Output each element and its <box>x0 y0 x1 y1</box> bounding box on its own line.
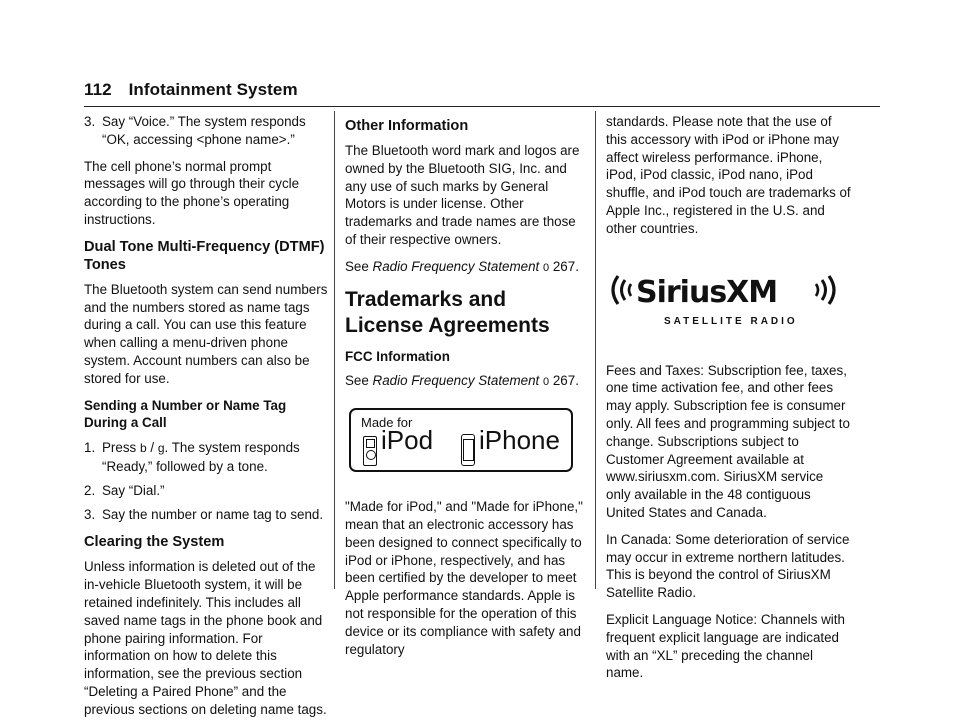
paragraph: The Bluetooth word mark and logos are owned by the Bluetooth SIG, Inc. and any use of such marks by General Motors is under license. Other trademarks and trade names are those of their respective owners. <box>345 143 580 247</box>
subheading-fcc: FCC Information <box>345 348 450 364</box>
paragraph: Unless information is deleted out of the in-vehicle Bluetooth system, it will be retained indefinitely. This includes all saved name tags in the phone book and phone pairing information. For information on how to delete this information, see the previous section “Deleting a Paired Phone” and the previous sections on deleting name tags. <box>84 559 327 717</box>
section-title: Infotainment System <box>128 80 298 99</box>
ipod-icon <box>363 436 377 466</box>
page-header <box>84 80 298 100</box>
subheading-send: Sending a Number or Name Tag During a Call <box>84 397 287 431</box>
page-ref-icon: 0 <box>543 376 550 389</box>
list-item: 3. Say “Voice.” The system responds “OK, accessing <phone name>.” <box>84 114 306 147</box>
page-number: 112 <box>84 80 112 99</box>
column-2 <box>345 113 590 667</box>
column-1 <box>84 113 328 728</box>
iphone-icon <box>461 434 475 466</box>
list-item: 3. Say the number or name tag to send. <box>84 506 324 522</box>
made-for-ipod-iphone-logo: Made for iPod iPhone <box>349 408 573 472</box>
list-item: 2. Say “Dial.” <box>84 482 165 498</box>
reference-link[interactable]: Radio Frequency Statement <box>372 258 540 274</box>
step-list <box>84 113 328 149</box>
heading-trademarks: Trademarks and License Agreements <box>345 287 550 337</box>
voice-recognition-icon: g <box>157 441 165 456</box>
header-rule <box>84 106 880 107</box>
step-list <box>84 439 328 523</box>
paragraph: "Made for iPod," and "Made for iPhone," mean that an electronic accessory has been designed to connect specifically to iPod or iPhone, respectively, and has been certified by the developer to meet Apple performance standards. Apple is not responsible for the operation of this device or its compliance with safety and regulatory <box>345 499 583 657</box>
paragraph: Fees and Taxes: Subscription fee, taxes, one time activation fee, and other fees may apply. Subscription fee is consumer only. All fees and programming subject to change. Subscriptions subject to Customer Agreement available at www.siriusxm.com. SiriusXM service only available in the 48 contiguous United States and Canada. <box>606 362 850 520</box>
heading-clearing: Clearing the System <box>84 534 225 551</box>
siriusxm-logo <box>608 268 840 332</box>
paragraph: standards. Please note that the use of this accessory with iPod or iPhone may affect wireless performance. iPhone, iPod, iPod classic, iPod nano, iPod shuffle, and iPod touch are trademarks of Apple Inc., registered in the U.S. and other countries. <box>606 114 851 236</box>
heading-other-info: Other Information <box>345 118 469 134</box>
push-to-talk-icon: b <box>139 441 147 456</box>
page-ref-icon: 0 <box>543 261 550 274</box>
siriusxm-logo-graphic <box>608 268 840 332</box>
reference-link[interactable]: Radio Frequency Statement <box>372 373 540 389</box>
paragraph: The Bluetooth system can send numbers and the numbers stored as name tags during a call. You can use this feature when calling a menu-driven phone system. Account numbers can also be stored for use. <box>84 281 328 386</box>
heading-dtmf: Dual Tone Multi-Frequency (DTMF) Tones <box>84 238 325 273</box>
column-divider <box>595 111 596 589</box>
svg-text:SATELLITE RADIO: SATELLITE RADIO <box>664 315 798 327</box>
list-item: 1. Press b / g. The system responds “Ready,” followed by a tone. <box>84 440 300 474</box>
cross-reference: See Radio Frequency Statement 0 267. <box>345 373 579 389</box>
paragraph: Explicit Language Notice: Channels with frequent explicit language are indicated with an “XL” preceding the channel name. <box>606 611 845 681</box>
cross-reference: See Radio Frequency Statement 0 267. <box>345 258 579 274</box>
paragraph: The cell phone’s normal prompt messages will go through their cycle according to the phone’s operating instructions. <box>84 158 300 227</box>
paragraph: In Canada: Some deterioration of service may occur in extreme northern latitudes. This is beyond the control of SiriusXM Satellite Radio. <box>606 531 850 601</box>
column-divider <box>334 111 335 589</box>
column-3 <box>606 113 851 691</box>
svg-text:SiriusXM: SiriusXM <box>636 274 778 310</box>
